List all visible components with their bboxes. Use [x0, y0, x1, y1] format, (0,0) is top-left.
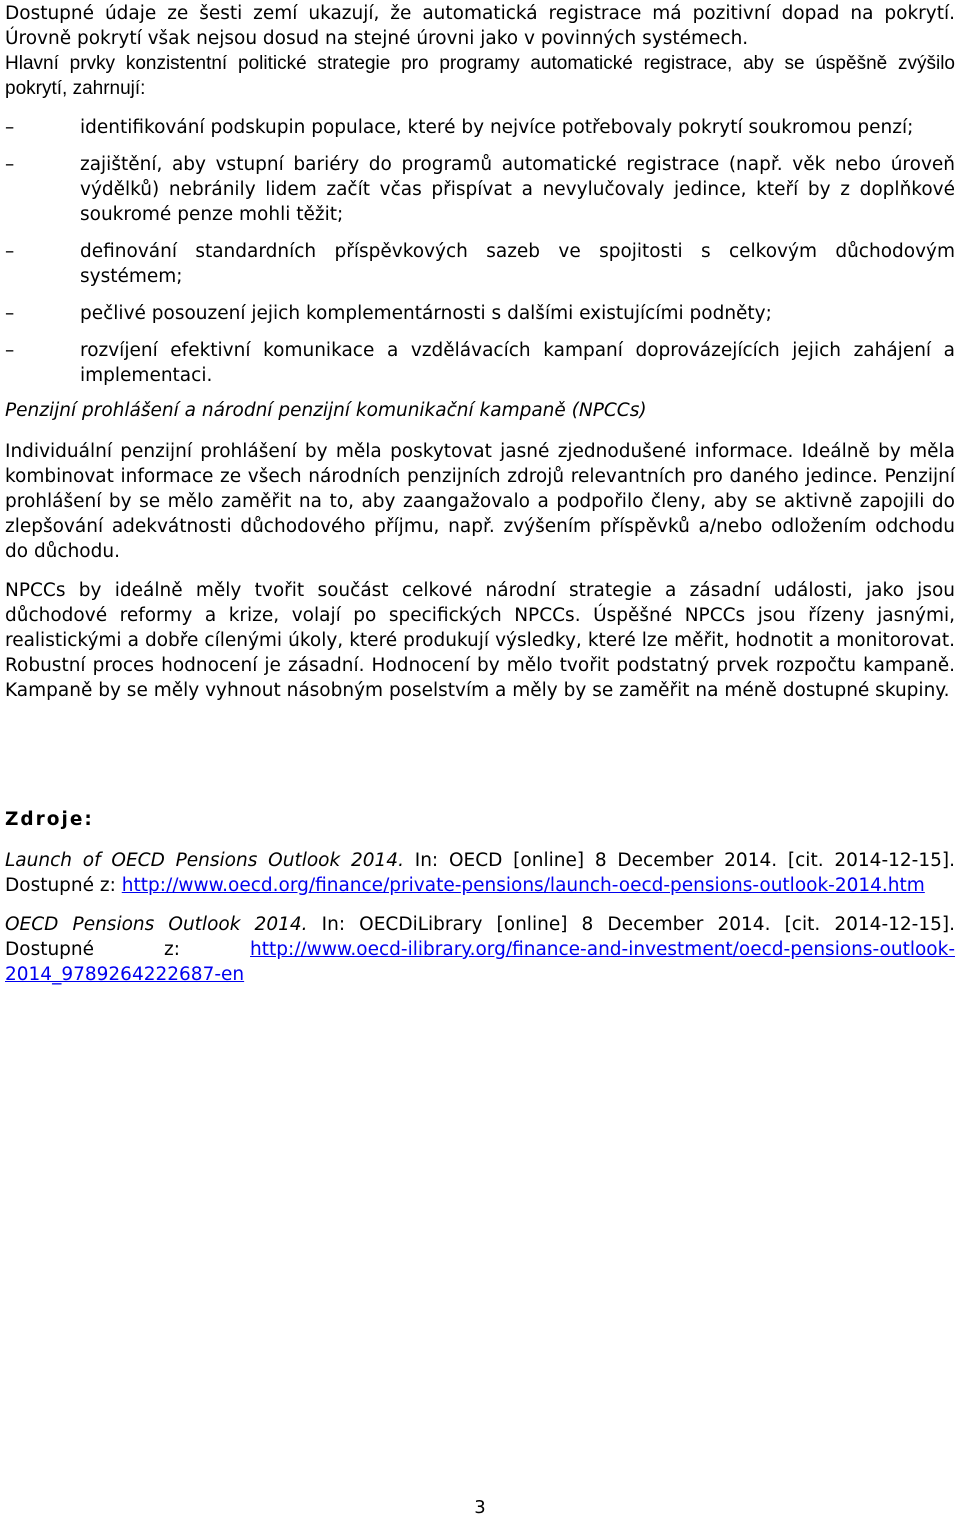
list-item	[5, 338, 955, 388]
section-subheading: Penzijní prohlášení a národní penzijní komunikační kampaně (NPCCs)	[5, 400, 647, 421]
reference-link[interactable]: http://www.oecd-ilibrary.org/finance-and-investment/oecd-pensions-outlook-2014_9789264222687-en	[5, 939, 955, 985]
reference-entry	[5, 848, 955, 898]
dash-bullet: –	[5, 117, 15, 138]
sources-heading: Zdroje:	[5, 809, 94, 830]
reference-entry	[5, 912, 955, 987]
list-item-text: rozvíjení efektivní komunikace a vzdělávacích kampaní doprovázejících jejich zahájení a implementaci.	[80, 340, 955, 386]
body-paragraph: Individuální penzijní prohlášení by měla poskytovat jasné zjednodušené informace. Ideálně by měla kombinovat informace ze všech národních penzijních zdrojů relevantních pro daného jedince. Penzijní prohlášení by se mělo zaměřit na to, aby zaangažovalo a podpořilo členy, aby se aktivně zapojili do zlepšování adekvátnosti důchodového příjmu, např. zvýšením příspěvků a/nebo odložením odchodu do důchodu.	[5, 441, 955, 562]
reference-text: In: OECDiLibrary [online] 8 December 2014. [cit. 2014-12-15]. Dostupné z:	[5, 914, 955, 960]
reference-title: Launch of OECD Pensions Outlook 2014.	[5, 850, 404, 871]
list-item-text: definování standardních příspěvkových sazeb ve spojitosti s celkovým důchodovým systémem;	[80, 241, 955, 287]
list-item	[5, 115, 955, 140]
bullet-list	[5, 115, 955, 388]
page-number: 3	[474, 1497, 486, 1518]
list-item-text: identifikování podskupin populace, které by nejvíce potřebovaly pokrytí soukromou penzí;	[80, 117, 914, 138]
list-item-text: zajištění, aby vstupní bariéry do programů automatické registrace (např. věk nebo úroveň výdělků) nebránily lidem začít včas přispívat a nevylučovaly jedince, kteří by z doplňkové soukromé penze mohli těžit;	[80, 154, 955, 225]
reference-link[interactable]: http://www.oecd.org/finance/private-pensions/launch-oecd-pensions-outlook-2014.htm	[121, 875, 925, 896]
intro-paragraph-2: Hlavní prvky konzistentní politické strategie pro programy automatické registrace, aby se úspěšně zvýšilo pokrytí, zahrnují:	[5, 53, 955, 99]
reference-text: In: OECD [online] 8 December 2014. [cit. 2014-12-15]. Dostupné z:	[5, 850, 955, 896]
dash-bullet: –	[5, 241, 15, 262]
dash-bullet: –	[5, 154, 15, 175]
dash-bullet: –	[5, 303, 15, 324]
intro-paragraph: Dostupné údaje ze šesti zemí ukazují, že automatická registrace má pozitivní dopad na pokrytí. Úrovně pokrytí však nejsou dosud na stejné úrovni jako v povinných systémech.	[5, 3, 955, 49]
document-page	[5, 0, 955, 987]
reference-title: OECD Pensions Outlook 2014.	[5, 914, 308, 935]
list-item	[5, 301, 955, 326]
list-item-text: pečlivé posouzení jejich komplementárnosti s dalšími existujícími podněty;	[80, 303, 772, 324]
list-item	[5, 152, 955, 227]
list-item	[5, 239, 955, 289]
body-paragraph: NPCCs by ideálně měly tvořit součást celkové národní strategie a zásadní události, jako jsou důchodové reformy a krize, volají po specifických NPCCs. Úspěšné NPCCs jsou řízeny jasnými, realistickými a dobře cílenými úkoly, které produkují výsledky, které lze měřit, hodnotit a monitorovat. Robustní proces hodnocení je zásadní. Hodnocení by mělo tvořit podstatný prvek rozpočtu kampaně. Kampaně by se měly vyhnout násobným poselstvím a měly by se zaměřit na méně dostupné skupiny.	[5, 580, 955, 701]
dash-bullet: –	[5, 340, 15, 361]
